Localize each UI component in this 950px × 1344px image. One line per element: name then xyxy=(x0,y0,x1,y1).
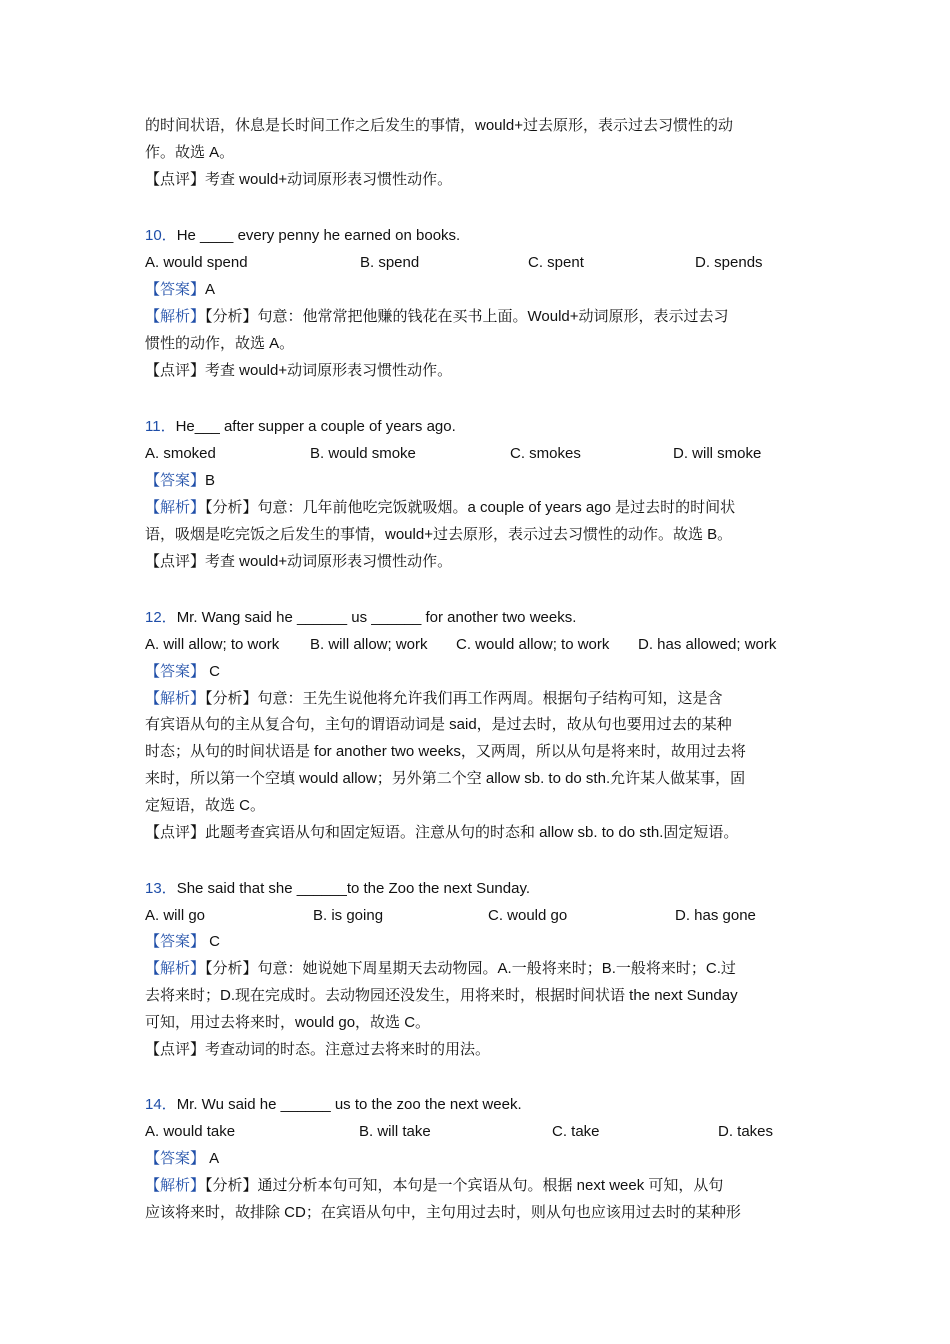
question-text: He___ after supper a couple of years ago. xyxy=(175,418,456,435)
option-b: B. would smoke xyxy=(310,445,416,462)
analysis-line: 惯性的动作，故选 A。 xyxy=(145,335,295,352)
analysis-text: 【分析】句意：几年前他吃完饭就吸烟。a couple of years ago 是过去时的时间状 xyxy=(205,499,736,516)
analysis-line xyxy=(145,498,735,518)
option-b: B. will take xyxy=(359,1123,431,1140)
question-text: Mr. Wang said he ______ us ______ for another two weeks. xyxy=(176,609,577,626)
intro-comment: 【点评】考查 would+动词原形表习惯性动作。 xyxy=(145,171,453,188)
answer-line xyxy=(145,932,220,952)
option-d: D. spends xyxy=(695,254,763,271)
question-text: He ____ every penny he earned on books. xyxy=(176,227,461,244)
question-10-stem xyxy=(145,226,460,246)
option-d: D. has gone xyxy=(675,907,756,924)
analysis-line: 去将来时；D.现在完成时。去动物园还没发生，用将来时，根据时间状语 the next Sunday xyxy=(145,987,738,1004)
analysis-line xyxy=(145,689,723,709)
answer-value: A xyxy=(205,281,216,298)
option-c: C. take xyxy=(552,1123,600,1140)
analysis-tag: 【解析】 xyxy=(145,960,206,977)
analysis-line: 有宾语从句的主从复合句，主句的谓语动词是 said，是过去时，故从句也要用过去的某种 xyxy=(145,716,732,733)
option-b: B. will allow; work xyxy=(310,636,428,653)
analysis-tag: 【解析】 xyxy=(145,1177,206,1194)
answer-tag: 【答案】 xyxy=(145,663,206,680)
answer-value: A xyxy=(205,1150,220,1167)
question-number: 11． xyxy=(145,418,176,435)
analysis-tag: 【解析】 xyxy=(145,499,206,516)
answer-line xyxy=(145,1149,219,1169)
analysis-text: 【分析】句意：王先生说他将允许我们再工作两周。根据句子结构可知，这是含 xyxy=(205,690,723,707)
answer-line xyxy=(145,662,220,682)
analysis-text: 【分析】句意：他常常把他赚的钱花在买书上面。Would+动词原形，表示过去习 xyxy=(205,308,729,325)
question-text: She said that she ______to the Zoo the next Sunday. xyxy=(176,880,531,897)
analysis-line: 时态；从句的时间状语是 for another two weeks，又两周，所以从句是将来时，故用过去将 xyxy=(145,743,746,760)
analysis-text: 【分析】通过分析本句可知，本句是一个宾语从句。根据 next week 可知，从句 xyxy=(205,1177,724,1194)
answer-tag: 【答案】 xyxy=(145,933,206,950)
analysis-line: 来时，所以第一个空填 would allow；另外第二个空 allow sb. to do sth.允许某人做某事，固 xyxy=(145,770,746,787)
answer-value: C xyxy=(205,933,221,950)
question-14-stem xyxy=(145,1095,522,1115)
analysis-line xyxy=(145,959,736,979)
option-a: A. smoked xyxy=(145,445,216,462)
intro-line: 的时间状语，休息是长时间工作之后发生的事情，would+过去原形，表示过去习惯性的动 xyxy=(145,117,733,134)
analysis-line: 可知，用过去将来时，would go，故选 C。 xyxy=(145,1014,431,1031)
answer-tag: 【答案】 xyxy=(145,1150,206,1167)
question-number: 10． xyxy=(145,227,177,244)
analysis-text: 【分析】句意：她说她下周星期天去动物园。A.一般将来时；B.一般将来时；C.过 xyxy=(205,960,736,977)
question-number: 14． xyxy=(145,1096,177,1113)
intro-line: 作。故选 A。 xyxy=(145,144,235,161)
option-a: A. would take xyxy=(145,1123,236,1140)
comment-line: 【点评】考查 would+动词原形表习惯性动作。 xyxy=(145,553,453,570)
answer-line xyxy=(145,471,215,491)
option-c: C. would go xyxy=(488,907,568,924)
answer-line xyxy=(145,280,215,300)
analysis-tag: 【解析】 xyxy=(145,308,206,325)
question-12-stem xyxy=(145,608,576,628)
option-a: A. would spend xyxy=(145,254,248,271)
answer-tag: 【答案】 xyxy=(145,472,206,489)
comment-line: 【点评】此题考查宾语从句和固定短语。注意从句的时态和 allow sb. to do sth.固定短语。 xyxy=(145,824,739,841)
option-a: A. will allow; to work xyxy=(145,636,280,653)
option-a: A. will go xyxy=(145,907,206,924)
option-d: D. takes xyxy=(718,1123,774,1140)
question-11-stem xyxy=(145,417,456,437)
comment-line: 【点评】考查 would+动词原形表习惯性动作。 xyxy=(145,362,453,379)
comment-line: 【点评】考查动词的时态。注意过去将来时的用法。 xyxy=(145,1041,491,1058)
answer-value: C xyxy=(205,663,221,680)
question-13-stem xyxy=(145,879,530,899)
option-c: C. spent xyxy=(528,254,584,271)
analysis-line: 应该将来时，故排除 CD；在宾语从句中，主句用过去时，则从句也应该用过去时的某种形 xyxy=(145,1204,741,1221)
analysis-line: 语，吸烟是吃完饭之后发生的事情，would+过去原形，表示过去习惯性的动作。故选 B。 xyxy=(145,526,733,543)
question-number: 13． xyxy=(145,880,177,897)
answer-tag: 【答案】 xyxy=(145,281,206,298)
option-c: C. smokes xyxy=(510,445,581,462)
option-c: C. would allow; to work xyxy=(456,636,610,653)
option-d: D. will smoke xyxy=(673,445,762,462)
analysis-line: 定短语，故选 C。 xyxy=(145,797,266,814)
option-d: D. has allowed; work xyxy=(638,636,777,653)
option-b: B. is going xyxy=(313,907,384,924)
analysis-line xyxy=(145,1176,723,1196)
question-text: Mr. Wu said he ______ us to the zoo the next week. xyxy=(176,1096,522,1113)
analysis-line xyxy=(145,307,729,327)
answer-value: B xyxy=(205,472,216,489)
analysis-tag: 【解析】 xyxy=(145,690,206,707)
question-number: 12． xyxy=(145,609,177,626)
option-b: B. spend xyxy=(360,254,420,271)
